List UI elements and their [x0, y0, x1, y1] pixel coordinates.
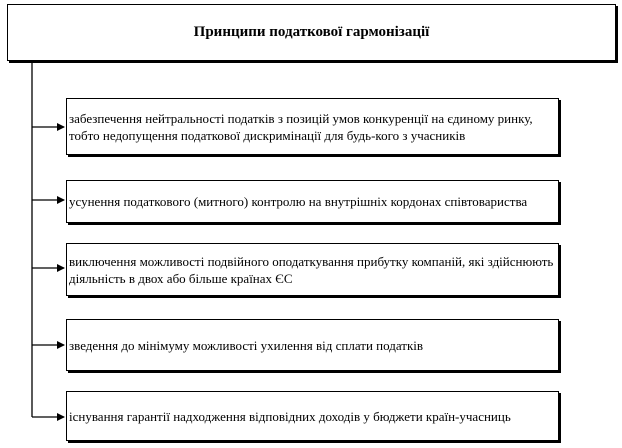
principle-text-3: виключення можливості подвійного оподаткування прибутку компаній, які здійснюють діяльність в двох або більше країнах ЄС [69, 253, 554, 286]
principle-text-4: зведення до мінімуму можливості ухилення від сплати податків [69, 337, 424, 353]
diagram-title: Принципи податкової гармонізації [193, 24, 430, 40]
principle-text-1: забезпечення нейтральності податків з позицій умов конкуренції на єдиному ринку, тобто недопущення податкової дискримінації для будь-кого з учасників [69, 110, 533, 143]
principle-text-5: існування гарантії надходження відповідних доходів у бюджети країн-учасниць [69, 408, 511, 424]
principle-box-1 [66, 98, 559, 155]
principle-box-2 [66, 180, 559, 223]
principle-box-5 [66, 391, 559, 441]
title-box [7, 4, 616, 61]
principle-text-2: усунення податкового (митного) контролю на внутрішніх кордонах співтовариства [69, 194, 528, 209]
principle-box-3 [66, 243, 559, 296]
principle-box-4 [66, 319, 559, 371]
